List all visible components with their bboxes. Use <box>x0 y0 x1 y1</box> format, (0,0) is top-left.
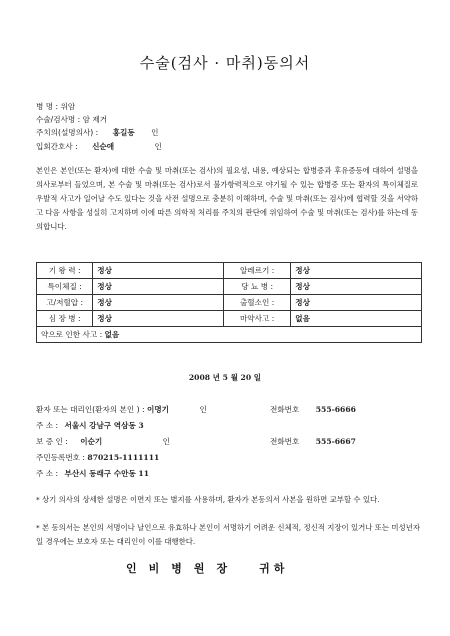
drug-accident-cell <box>37 327 422 343</box>
signer-seal: 인 <box>199 405 207 414</box>
condition-value: 정상 <box>93 295 224 311</box>
guarantor-rrn: 870215-1111111 <box>87 453 160 462</box>
guarantor-rrn-label: 주민등록번호 : <box>36 453 85 462</box>
nurse-label: 입회간호사 : <box>36 142 78 151</box>
signer-phone-row <box>270 404 356 415</box>
signer-address: 서울시 강남구 역삼동 3 <box>64 421 144 430</box>
note-item: * 상기 의사의 상세한 설명은 이면지 또는 별지를 사용하며, 환자가 본동의서 사본을 원하면 교부할 수 있다. <box>36 495 380 504</box>
guarantor-row <box>36 436 170 447</box>
drug-accident-value: 없음 <box>104 330 120 339</box>
signer-address-row <box>36 420 144 431</box>
guarantor-name: 이순기 <box>80 437 103 446</box>
condition-value: 정상 <box>93 263 224 279</box>
consent-paragraph: 본인은 본인(또는 환자)에 대한 수술 및 마취(또는 검사)의 필요성, 내용, 예상되는 합병증과 후유증등에 대하여 설명을 의사로부터 들었으며, 본 수술 및 마취(또는 검사)로서 불가항력적으로 야기될 수 있는 합병증 또는 환자의 특이체질로 우발적 사고가 일어날 수도 있다는 것을 사전 설명으로 충분히 이해하며, 수술 및 마취(또는 검사)에 협력할 것을 서약하고 다음 사항을 성실히 고지하며 이에 따른 의학적 처리를 주치의 판단에 위임하여 수술 및 마취(또는 검사)를 하는데 동의합니다. <box>36 166 418 231</box>
doctor-value: 홍길동 <box>112 128 135 137</box>
table-row <box>37 327 422 343</box>
condition-value: 정상 <box>291 279 422 295</box>
table-row <box>37 263 422 279</box>
nurse-seal: 인 <box>154 142 162 151</box>
nurse-value: 신순애 <box>92 142 115 151</box>
document-title: 수술(검사 · 마취)동의서 <box>139 54 311 72</box>
guarantor-label: 보 증 인 : <box>36 437 68 446</box>
drug-accident-label: 약으로 인한 사고 : <box>41 330 103 339</box>
condition-value: 정상 <box>291 295 422 311</box>
condition-label: 특이체질 : <box>37 279 93 295</box>
signer-phone-label: 전화번호 <box>270 405 300 414</box>
guarantor-phone-row <box>270 436 356 447</box>
doctor-label: 주치의(설명의사) : <box>36 128 99 137</box>
disease-value: 위암 <box>60 102 76 111</box>
disease-row <box>36 101 75 112</box>
table-row <box>37 279 422 295</box>
signer-phone: 555-6666 <box>315 405 356 414</box>
condition-label: 심 장 병 : <box>37 311 93 327</box>
condition-value: 없음 <box>291 311 422 327</box>
doctor-seal: 인 <box>151 128 159 137</box>
condition-label: 알레르기 : <box>223 263 290 279</box>
guarantor-address-row <box>36 468 149 479</box>
table-row <box>37 295 422 311</box>
condition-label: 마약사고 : <box>223 311 290 327</box>
condition-label: 출혈소인 : <box>223 295 290 311</box>
footer <box>126 560 288 576</box>
note-item: * 본 동의서는 본인의 서명이나 날인으로 유효하나 본인이 서명하기 어려운 신체적, 정신적 지장이 있거나 또는 미성년자일 경우에는 보호자 또는 대리인이 이를 대행한다. <box>36 523 420 546</box>
signer-name: 이명기 <box>147 405 170 414</box>
conditions-table <box>36 262 422 343</box>
signer-address-label: 주 소 : <box>36 421 59 430</box>
nurse-row <box>36 141 162 152</box>
surgery-value: 암 제거 <box>82 115 108 124</box>
condition-label: 기 왕 력 : <box>37 263 93 279</box>
condition-value: 정상 <box>291 263 422 279</box>
hospital-director: 인비병원장 <box>126 562 240 575</box>
signer-label: 환자 또는 대리인(환자의 본인 ) : <box>36 405 145 414</box>
disease-label: 병 명 : <box>36 102 59 111</box>
guarantor-seal: 인 <box>162 437 171 446</box>
condition-label: 당 뇨 병 : <box>223 279 290 295</box>
consent-date: 2008 년 5 월 20 일 <box>188 373 262 382</box>
guarantor-address-label: 주 소 : <box>36 469 59 478</box>
surgery-row <box>36 114 107 125</box>
signer-row <box>36 404 207 415</box>
condition-label: 고/저혈압 : <box>37 295 93 311</box>
guarantor-phone: 555-6667 <box>315 437 356 446</box>
surgery-label: 수술/검사명 : <box>36 115 81 124</box>
guarantor-rrn-row <box>36 452 159 463</box>
condition-value: 정상 <box>93 311 224 327</box>
recipient: 귀하 <box>259 562 289 575</box>
table-row <box>37 311 422 327</box>
guarantor-phone-label: 전화번호 <box>270 437 300 446</box>
doctor-row <box>36 127 158 138</box>
guarantor-address: 부산시 동래구 수안동 11 <box>64 469 150 478</box>
condition-value: 정상 <box>93 279 224 295</box>
